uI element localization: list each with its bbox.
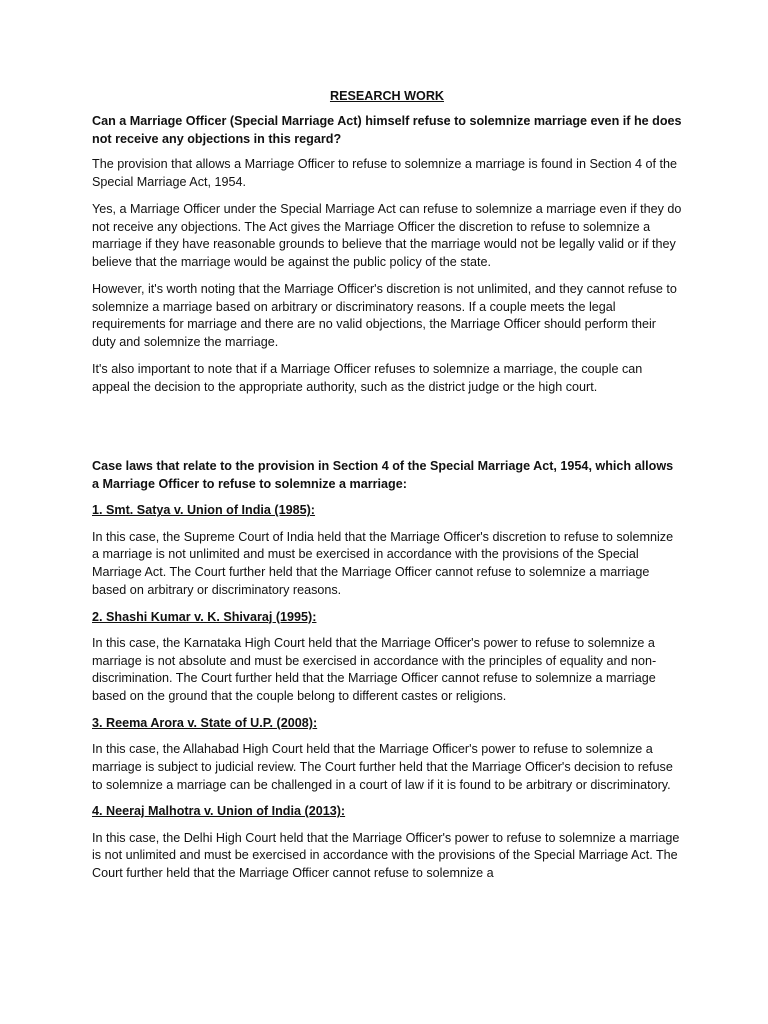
paragraph: It's also important to note that if a Marriage Officer refuses to solemnize a marriage, the couple can appeal the decision to the appropriate authority, such as the district judge or the high court. (92, 361, 643, 394)
case-heading: 3. Reema Arora v. State of U.P. (2008): (92, 715, 318, 730)
case-body: In this case, the Supreme Court of India held that the Marriage Officer's discretion to refuse to solemnize a marriage is not unlimited and must be exercised in accordance with the provisions of the Special Marriage Act. The Court further held that the Marriage Officer cannot refuse to solemnize a marriage based on arbitrary or discriminatory reasons. (92, 529, 674, 597)
case-heading: 4. Neeraj Malhotra v. Union of India (2013): (92, 804, 346, 819)
case-laws-intro: Case laws that relate to the provision in Section 4 of the Special Marriage Act, 1954, which allows a Marriage Officer to refuse to solemnize a marriage: (92, 459, 674, 491)
paragraph: Yes, a Marriage Officer under the Special Marriage Act can refuse to solemnize a marriage even if they do not receive any objections. The Act gives the Marriage Officer the discretion to refuse to solemnize a marriage if they have reasonable grounds to believe that the marriage would not be legally valid or if they believe that the marriage would be against the public policy of the state. (92, 201, 682, 270)
document-title: RESEARCH WORK (329, 89, 445, 103)
research-question: Can a Marriage Officer (Special Marriage Act) himself refuse to solemnize marriage even if he does not receive any objections in this regard? (92, 113, 682, 146)
section-spacer (92, 405, 682, 458)
document-page (92, 88, 682, 892)
case-heading: 2. Shashi Kumar v. K. Shivaraj (1995): (92, 609, 317, 624)
case-body: In this case, the Delhi High Court held that the Marriage Officer's power to refuse to solemnize a marriage is not unlimited and must be exercised in accordance with the provisions of the Special Marriage Act. The Court further held that the Marriage Officer cannot refuse to solemnize a (92, 830, 680, 881)
case-body: In this case, the Karnataka High Court held that the Marriage Officer's power to refuse to solemnize a marriage is not absolute and must be exercised in accordance with the principles of equality and non-discrimination. The Court further held that the Marriage Officer cannot refuse to solemnize a marriage based on the ground that the couple belong to different castes or religions. (92, 635, 657, 704)
case-heading: 1. Smt. Satya v. Union of India (1985): (92, 503, 316, 518)
paragraph: However, it's worth noting that the Marriage Officer's discretion is not unlimited, and they cannot refuse to solemnize a marriage based on arbitrary or discriminatory reasons. If a couple meets the legal requirements for marriage and there are no valid objections, the Marriage Officer should perform their duty and solemnize the marriage. (92, 281, 677, 350)
case-body: In this case, the Allahabad High Court held that the Marriage Officer's power to refuse to solemnize a marriage is subject to judicial review. The Court further held that the Marriage Officer's decision to refuse to solemnize a marriage can be challenged in a court of law if it is found to be arbitrary or discriminatory. (92, 742, 673, 792)
paragraph: The provision that allows a Marriage Officer to refuse to solemnize a marriage is found in Section 4 of the Special Marriage Act, 1954. (92, 157, 677, 190)
